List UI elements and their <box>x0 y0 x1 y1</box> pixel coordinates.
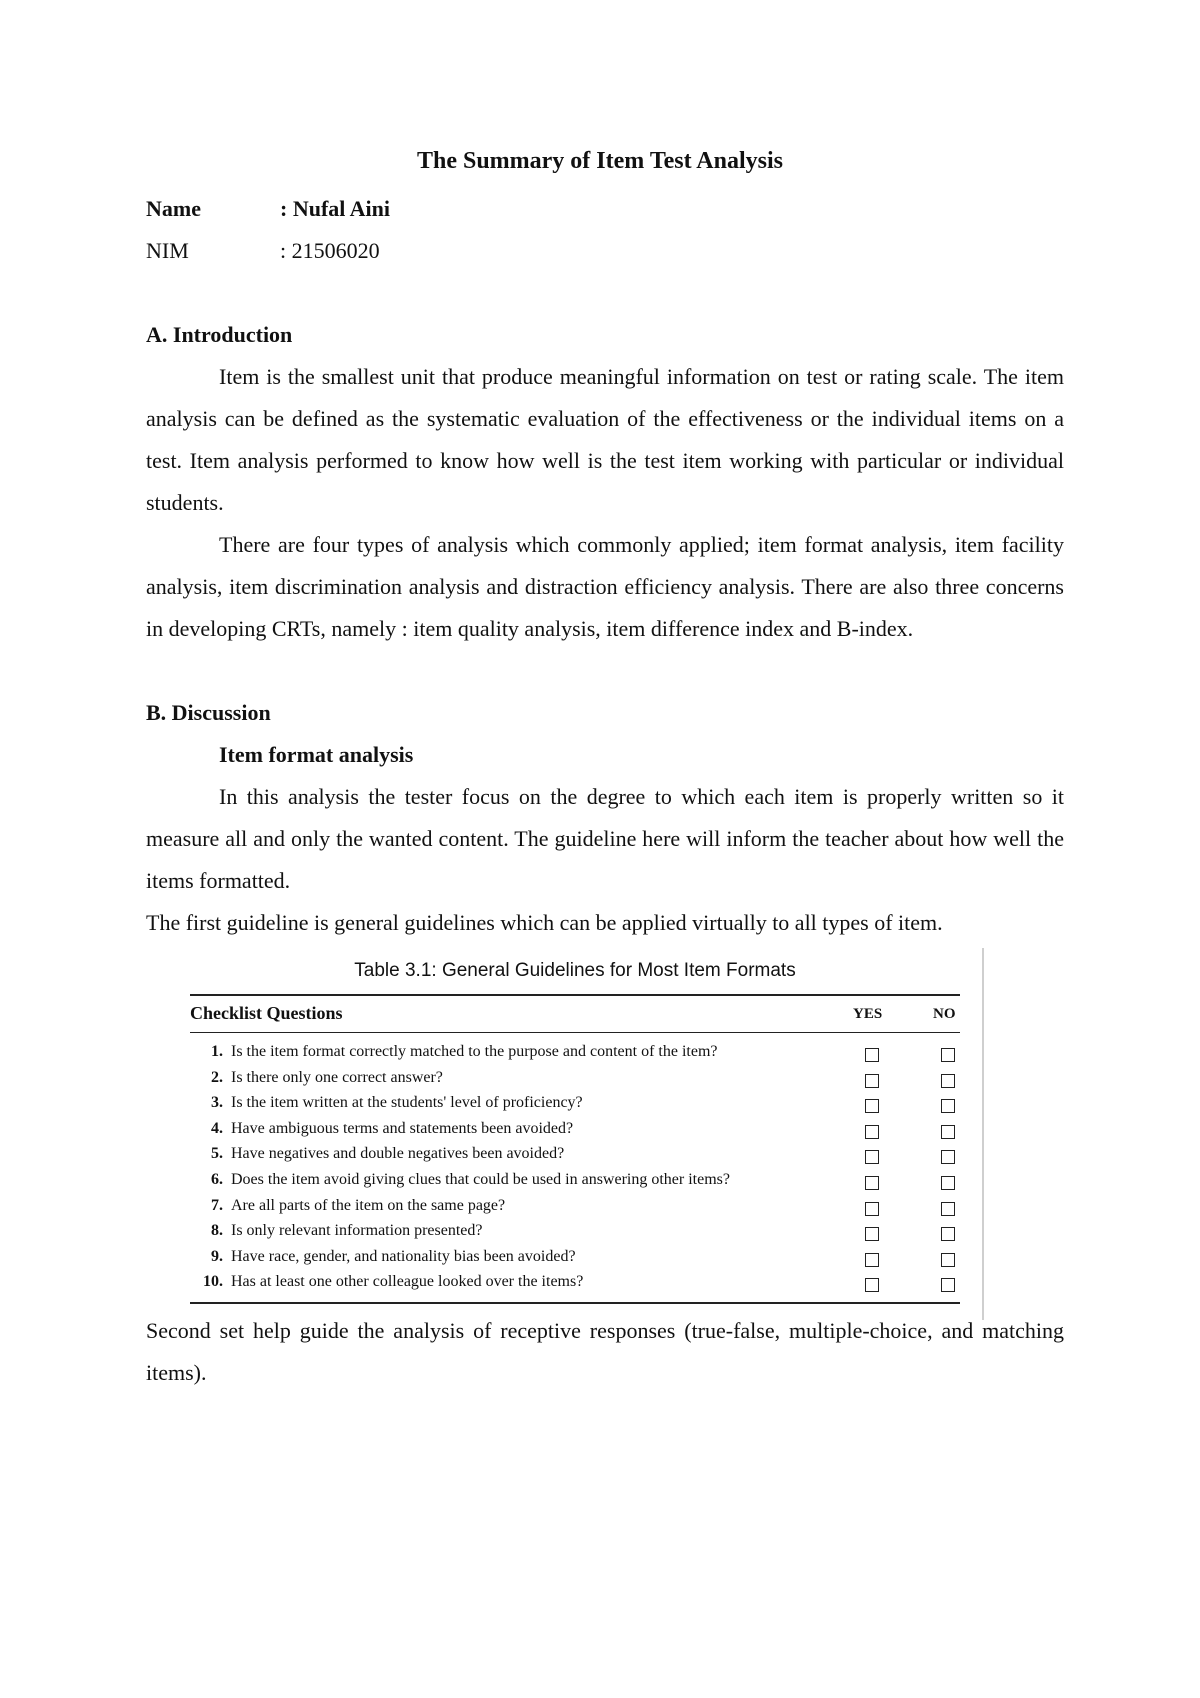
nim-label: NIM <box>146 238 189 263</box>
discussion-heading: B. Discussion <box>146 700 271 725</box>
introduction-heading: A. Introduction <box>146 322 293 347</box>
table-top-rule <box>190 994 960 996</box>
yes-checkbox[interactable] <box>865 1099 879 1113</box>
table-row <box>190 1094 960 1119</box>
table-row <box>190 1171 960 1196</box>
no-checkbox[interactable] <box>941 1048 955 1062</box>
yes-checkbox[interactable] <box>865 1202 879 1216</box>
no-checkbox[interactable] <box>941 1176 955 1190</box>
row-number: 5. <box>211 1145 223 1163</box>
row-number: 7. <box>211 1196 223 1214</box>
row-question: Are all parts of the item on the same page? <box>231 1196 506 1214</box>
row-number: 8. <box>211 1222 223 1240</box>
yes-checkbox[interactable] <box>865 1048 879 1062</box>
name-row <box>146 196 390 222</box>
item-format-analysis-heading: Item format analysis <box>219 742 414 767</box>
yes-checkbox[interactable] <box>865 1176 879 1190</box>
row-number: 3. <box>211 1094 223 1112</box>
table-bottom-rule <box>190 1302 960 1304</box>
discussion-paragraph-1: In this analysis the tester focus on the degree to which each item is properly written so it measure all and only the wanted content. The guideline here will inform the teacher about how well the items formatted. <box>146 784 1064 893</box>
table-header-rule <box>190 1032 960 1033</box>
figure-border-line <box>982 948 984 1320</box>
discussion-paragraph-2: Second set help guide the analysis of receptive responses (true-false, multiple-choice, and matching items). <box>146 1318 1064 1385</box>
intro-paragraph-1: Item is the smallest unit that produce meaningful information on test or rating scale. The item analysis can be defined as the systematic evaluation of the effectiveness or the individual items on a test. Item analysis performed to know how well is the test item working with particular or individual students. <box>146 364 1064 515</box>
row-number: 9. <box>211 1247 223 1265</box>
row-question: Have race, gender, and nationality bias been avoided? <box>231 1247 576 1265</box>
table-row <box>190 1197 960 1222</box>
yes-checkbox[interactable] <box>865 1253 879 1267</box>
no-checkbox[interactable] <box>941 1202 955 1216</box>
no-checkbox[interactable] <box>941 1074 955 1088</box>
row-question: Is the item format correctly matched to the purpose and content of the item? <box>231 1043 718 1060</box>
no-checkbox[interactable] <box>941 1099 955 1113</box>
row-number: 10. <box>203 1273 223 1291</box>
row-question: Has at least one other colleague looked over the items? <box>231 1273 584 1291</box>
nim-row <box>146 238 380 264</box>
table-row <box>190 1043 960 1068</box>
row-question: Does the item avoid giving clues that could be used in answering other items? <box>231 1171 730 1188</box>
no-checkbox[interactable] <box>941 1278 955 1292</box>
yes-checkbox[interactable] <box>865 1125 879 1139</box>
name-label: Name <box>146 196 201 221</box>
no-checkbox[interactable] <box>941 1150 955 1164</box>
page-title: The Summary of Item Test Analysis <box>416 148 784 174</box>
column-header-yes: YES <box>853 1006 883 1022</box>
table-row <box>190 1145 960 1170</box>
row-question: Have ambiguous terms and statements been avoided? <box>231 1119 574 1137</box>
discussion-guideline-line: The first guideline is general guidelines which can be applied virtually to all types of item. <box>146 910 943 935</box>
name-value: : Nufal Aini <box>280 196 391 221</box>
no-checkbox[interactable] <box>941 1253 955 1267</box>
column-header-no: NO <box>933 1006 956 1022</box>
table-row <box>190 1222 960 1247</box>
table-caption: Table 3.1: General Guidelines for Most Item Formats <box>354 960 796 981</box>
column-header-questions: Checklist Questions <box>190 1003 343 1023</box>
table-row <box>190 1248 960 1273</box>
no-checkbox[interactable] <box>941 1227 955 1241</box>
row-question: Have negatives and double negatives been avoided? <box>231 1145 565 1163</box>
table-row <box>190 1120 960 1145</box>
no-checkbox[interactable] <box>941 1125 955 1139</box>
yes-checkbox[interactable] <box>865 1278 879 1292</box>
intro-paragraph-2: There are four types of analysis which commonly applied; item format analysis, item facility analysis, item discrimination analysis and distraction efficiency analysis. There are also three concerns in developing CRTs, namely : item quality analysis, item difference index and B-index. <box>146 532 1064 641</box>
table-row <box>190 1273 960 1298</box>
table-row <box>190 1069 960 1094</box>
row-number: 4. <box>211 1119 223 1137</box>
yes-checkbox[interactable] <box>865 1150 879 1164</box>
row-number: 2. <box>211 1068 223 1086</box>
yes-checkbox[interactable] <box>865 1227 879 1241</box>
row-question: Is only relevant information presented? <box>231 1222 483 1240</box>
row-number: 1. <box>211 1043 223 1060</box>
row-question: Is there only one correct answer? <box>231 1068 443 1086</box>
yes-checkbox[interactable] <box>865 1074 879 1088</box>
row-question: Is the item written at the students' level of proficiency? <box>231 1094 583 1112</box>
nim-value: : 21506020 <box>280 238 380 263</box>
row-number: 6. <box>211 1171 223 1188</box>
